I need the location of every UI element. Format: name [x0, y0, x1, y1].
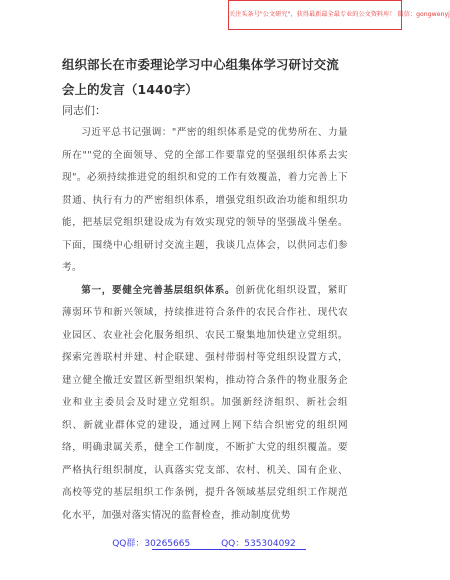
paragraph-first-point [62, 280, 348, 528]
contact-footer [0, 536, 408, 549]
point-heading: 第一，要健全完善基层组织体系。 [81, 284, 236, 296]
qq-group-number: QQ群：30265665 [112, 539, 191, 549]
watermark-banner: 关注头条号"公文研究"，获得最新最全最专业的公文资料库！ 微信：gongwenyj [228, 0, 402, 30]
document-title: 组织部长在市委理论学习中心组集体学习研讨交流会上的发言（1440字） [62, 57, 339, 97]
footer-underline [152, 549, 306, 550]
point-text: 创新优化组织设置，紧盯薄弱环节和新兴领域，持续推进符合条件的农民合作社、现代农业园区、农业社会化服务组织、农民工聚集地加快建立党组织。探索完善联村并建、村企联建、强村带弱村等党组织设置方式，建立健全撤迁安置区新型组织架构，推动符合条件的物业服务企业和业主委员会及时建立党组织。加强新经济组织、新社会组织、新就业群体党的建设，通过网上网下结合织密党的组织网络，明确隶属关系，健全工作制度，不断扩大党的组织覆盖。要严格执行组织制度，认真落实党支部、农村、机关、国有企业、高校等党的基层组织工作条例，提升各领域基层党组织工作规范化水平，加强对落实情况的监督检查，推动制度优势 [62, 284, 348, 521]
greeting: 同志们： [62, 104, 106, 117]
document-body [62, 52, 348, 527]
qq-number: QQ：535304092 [221, 539, 296, 549]
paragraph-intro: 习近平总书记强调："严密的组织体系是党的优势所在、力量所在""党的全面领导、党的全部工作要靠党的坚强组织体系去实现"。必须持续推进党的组织和党的工作有效覆盖，着力完善上下贯通、执行有力的严密组织体系，增强党组织政治功能和组织功能，把基层党组织建设成为有效实现党的领导的坚强战斗堡垒。下面，围绕中心组研讨交流主题，我谈几点体会，以供同志们参考。 [62, 127, 348, 273]
document-text [62, 122, 348, 527]
